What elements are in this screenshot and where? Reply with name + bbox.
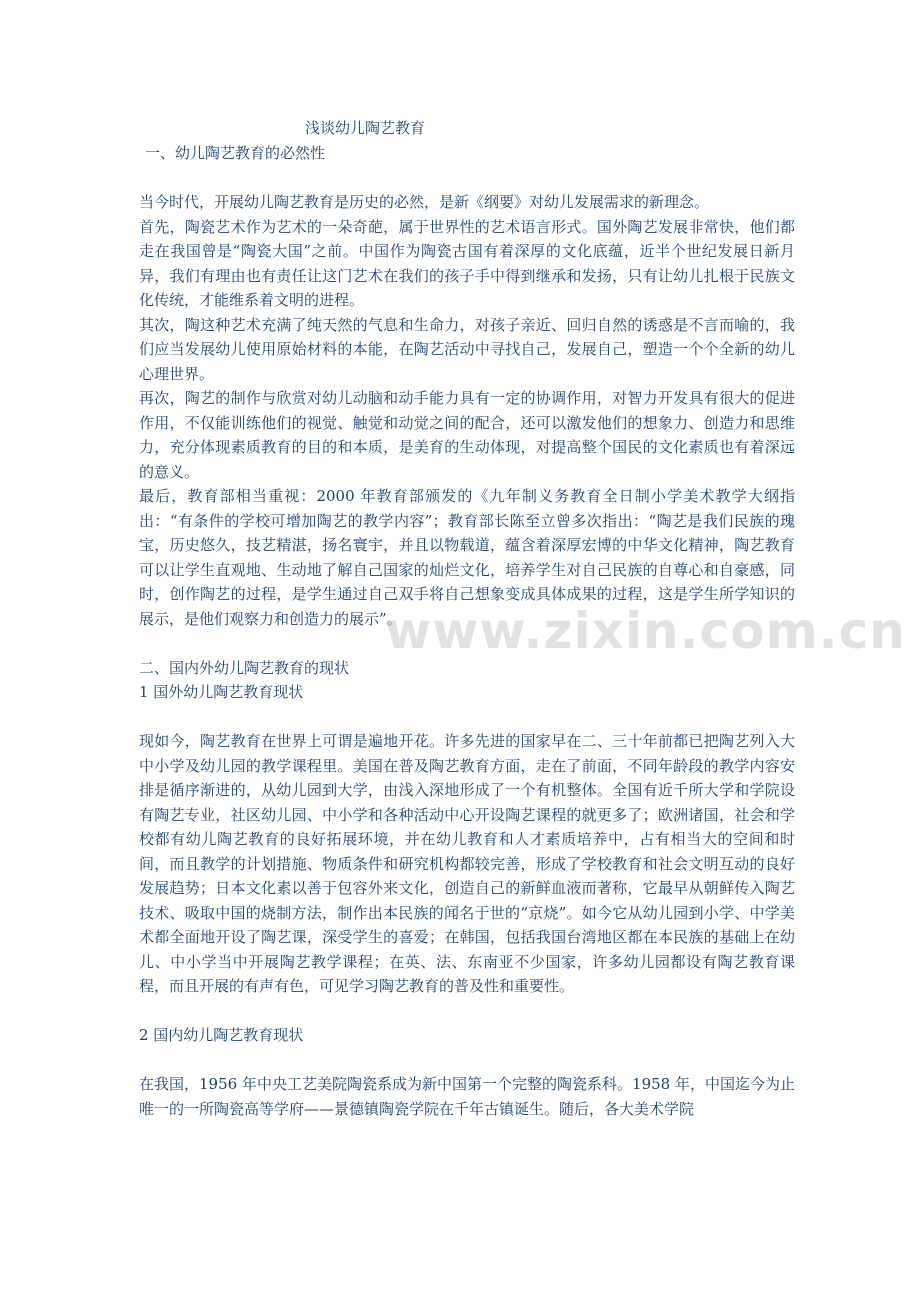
blank-line — [139, 631, 795, 656]
blank-line — [139, 166, 795, 191]
paragraph-foreign-status: 现如今，陶艺教育在世界上可谓是遍地开花。许多先进的国家早在二、三十年前都已把陶艺列入大中小学及幼儿园的教学课程里。美国在普及陶艺教育方面，走在了前面，不同年龄段的教学内容安排是循序渐进的，从幼儿园到大学，由浅入深地形成了一个有机整体。全国有近千所大学和学院设有陶艺专业，社区幼儿园、中小学和各种活动中心开设陶艺课程的就更多了；欧洲诸国，社会和学校都有幼儿陶艺教育的良好拓展环境，并在幼儿教育和人才素质培养中，占有相当大的空间和时间，而且教学的计划措施、物质条件和研究机构都较完善，形成了学校教育和社会文明互动的良好发展趋势；日本文化素以善于包容外来文化，创造自己的新鲜血液而著称，它最早从朝鲜传入陶艺技术、吸取中国的烧制方法，制作出本民族的闻名于世的“京烧”。如今它从幼儿园到小学、中学美术都全面地开设了陶艺课，深受学生的喜爱；在韩国，包括我国台湾地区都在本民族的基础上在幼儿、中小学当中开展陶艺教学课程；在英、法、东南亚不少国家，许多幼儿园都设有陶艺教育课程，而且开展的有声有色，可见学习陶艺教育的普及性和重要性。 — [139, 732, 795, 995]
watermark: www.zixin.com.cn — [385, 602, 906, 660]
paragraph-intro: 当今时代，开展幼儿陶艺教育是历史的必然，是新《纲要》对幼儿发展需求的新理念。 — [139, 193, 710, 211]
subsection-heading-2: 2 国内幼儿陶艺教育现状 — [139, 1026, 304, 1044]
blank-line — [139, 1048, 795, 1073]
subsection-heading-1: 1 国外幼儿陶艺教育现状 — [139, 683, 304, 701]
paragraph-domestic-status: 在我国，1956 年中央工艺美院陶瓷系成为新中国第一个完整的陶瓷系科。1958 年，中国迄今为止唯一的一所陶瓷高等学府——景德镇陶瓷学院在千年古镇诞生。随后，各大美术学院 — [139, 1075, 795, 1118]
paragraph-last: 最后，教育部相当重视：2000 年教育部颁发的《九年制义务教育全日制小学美术教学大纲指出：“有条件的学校可增加陶艺的教学内容”；教育部长陈至立曾多次指出：“陶艺是我们民族的瑰宝，历史悠久，技艺精湛，扬名寰宇，并且以物载道，蕴含着深厚宏博的中华文化精神，陶艺教育可以让学生直观地、生动地了解自己国家的灿烂文化，培养学生对自己民族的自尊心和自豪感，同时，创作陶艺的过程，是学生通过自己双手将自己想象变成具体成果的过程，这是学生所学知识的展示，是他们观察力和创造力的展示”。 — [139, 487, 795, 628]
paragraph-third: 再次，陶艺的制作与欣赏对幼儿动脑和动手能力具有一定的协调作用，对智力开发具有很大的促进作用，不仅能训练他们的视觉、触觉和动觉之间的配合，还可以激发他们的想象力、创造力和思维力，充分体现素质教育的目的和本质，是美育的生动体现，对提高整个国民的文化素质也有着深远的意义。 — [139, 389, 795, 481]
section-heading-2: 二、国内外幼儿陶艺教育的现状 — [139, 658, 350, 677]
document-body — [139, 141, 795, 1121]
blank-line — [139, 999, 795, 1024]
blank-line — [139, 705, 795, 730]
section-heading-1: 一、幼儿陶艺教育的必然性 — [145, 144, 326, 162]
paragraph-first: 首先，陶瓷艺术作为艺术的一朵奇葩，属于世界性的艺术语言形式。国外陶艺发展非常快，他们都走在我国曾是“陶瓷大国”之前。中国作为陶瓷古国有着深厚的文化底蕴，近半个世纪发展日新月异，我们有理由也有责任让这门艺术在我们的孩子手中得到继承和发扬，只有让幼儿扎根于民族文化传统，才能维系着文明的进程。 — [139, 217, 795, 309]
paragraph-second: 其次，陶这种艺术充满了纯天然的气息和生命力，对孩子亲近、回归自然的诱惑是不言而喻的，我们应当发展幼儿使用原始材料的本能，在陶艺活动中寻找自己，发展自己，塑造一个个全新的幼儿心理世界。 — [139, 315, 795, 383]
document-title: 浅谈幼儿陶艺教育 — [304, 119, 425, 137]
